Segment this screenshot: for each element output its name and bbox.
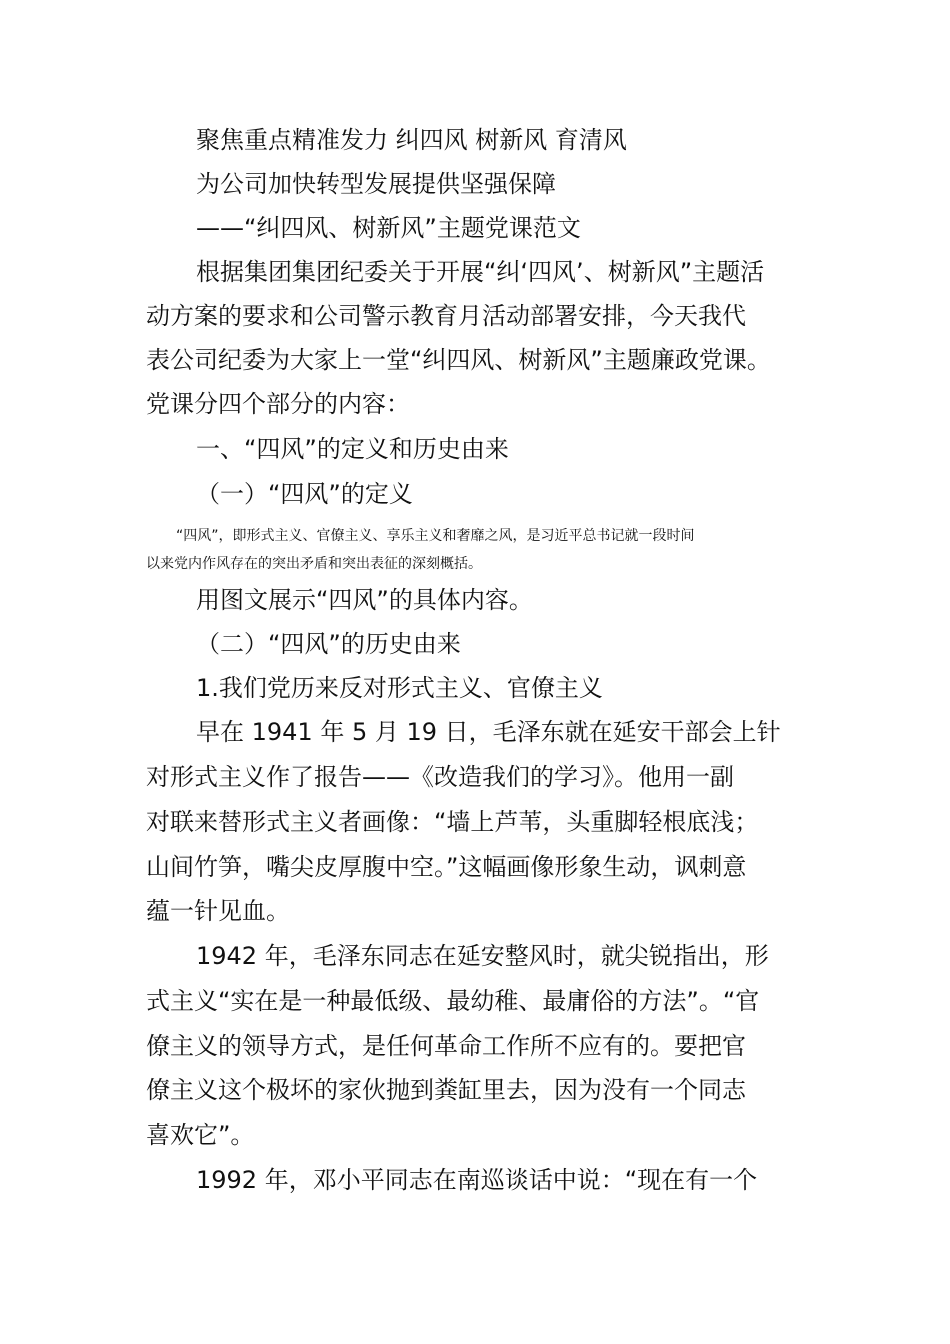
para-1941-line-3: 对联来替形式主义者画像：“墙上芦苇，头重脚轻根底浅；	[146, 808, 759, 836]
para-1942-line-5: 喜欢它”。	[146, 1121, 255, 1149]
intro-line-3: 表公司纪委为大家上一堂“纠四风、树新风”主题廉政党课。	[146, 346, 771, 374]
para-1942-line-1: 1942 年，毛泽东同志在延安整风时，就尖锐指出，形	[196, 942, 769, 970]
para-1942-line-2: 式主义“实在是一种最低级、最幼稚、最庸俗的方法”。“官	[146, 987, 760, 1015]
intro-line-2: 动方案的要求和公司警示教育月活动部署安排，今天我代	[146, 302, 746, 330]
para-1941-line-5: 蕴一针见血。	[146, 897, 290, 925]
para-1941-line-2: 对形式主义作了报告——《改造我们的学习》。他用一副	[146, 763, 734, 791]
para-1942-line-3: 僚主义的领导方式，是任何革命工作所不应有的。要把官	[146, 1032, 746, 1060]
subsection-1-heading: （一）“四风”的定义	[196, 480, 413, 508]
para-1992-line-1: 1992 年，邓小平同志在南巡谈话中说：“现在有一个	[196, 1166, 758, 1194]
subsection-2-heading: （二）“四风”的历史由来	[196, 630, 461, 658]
title-line-1: 聚焦重点精准发力 纠四风 树新风 育清风	[196, 126, 627, 154]
intro-line-1: 根据集团集团纪委关于开展“纠‘四风’、树新风”主题活	[196, 258, 765, 286]
para-1941-line-4: 山间竹笋，嘴尖皮厚腹中空。”这幅画像形象生动，讽刺意	[146, 853, 747, 881]
point-1-heading: 1.我们党历来反对形式主义、官僚主义	[196, 674, 603, 702]
subtitle: ——“纠四风、树新风”主题党课范文	[196, 214, 581, 242]
title-line-2: 为公司加快转型发展提供坚强保障	[196, 170, 556, 198]
image-note: 用图文展示“四风”的具体内容。	[196, 586, 533, 614]
section-1-heading: 一、“四风”的定义和历史由来	[196, 435, 509, 463]
para-1942-line-4: 僚主义这个极坏的家伙抛到粪缸里去，因为没有一个同志	[146, 1076, 746, 1104]
definition-line-1: “四风”，即形式主义、官僚主义、享乐主义和奢靡之风，是习近平总书记就一段时间	[176, 528, 695, 544]
definition-line-2: 以来党内作风存在的突出矛盾和突出表征的深刻概括。	[146, 556, 482, 572]
intro-line-4: 党课分四个部分的内容：	[146, 390, 410, 418]
para-1941-line-1: 早在 1941 年 5 月 19 日，毛泽东就在延安干部会上针	[196, 718, 781, 746]
